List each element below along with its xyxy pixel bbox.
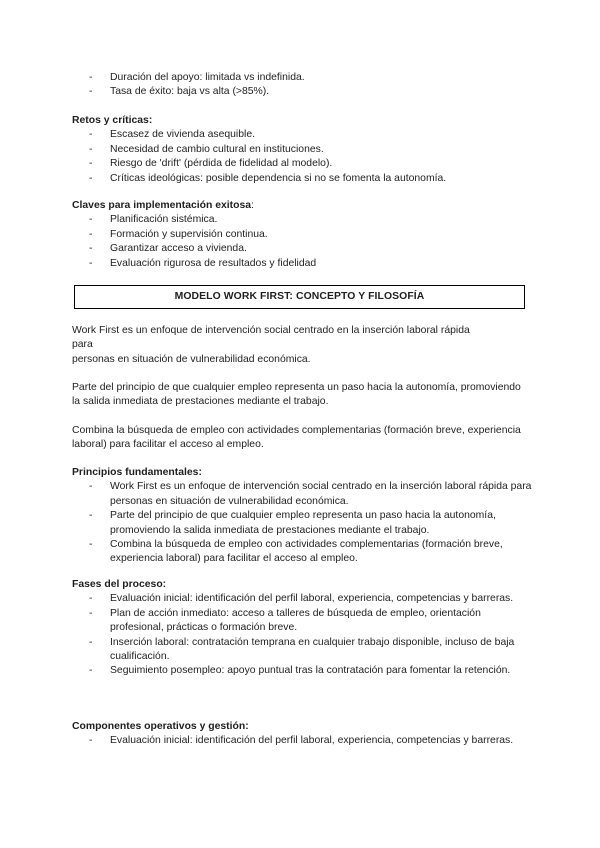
list-item: - Seguimiento posempleo: apoyo puntual tras la contratación para fomentar la retención.	[72, 664, 517, 678]
componentes-section	[72, 720, 517, 749]
intro-p2	[72, 381, 522, 410]
top-list	[72, 71, 532, 100]
intro-line: personas en situación de vulnerabilidad económica.	[72, 353, 311, 365]
claves-heading-text: Claves para implementación exitosa	[72, 200, 252, 211]
list-item: - Críticas ideológicas: posible dependencia si no se fomenta la autonomía.	[72, 172, 532, 186]
retos-section	[72, 114, 532, 186]
section-title-box: MODELO WORK FIRST: CONCEPTO Y FILOSOFÍA	[74, 285, 525, 309]
top-list-block	[72, 71, 532, 100]
list-item: - Combina la búsqueda de empleo con actividades complementarias (formación breve, experiencia laboral) para facilitar el acceso al empleo.	[72, 538, 532, 567]
intro-line: Work First es un enfoque de intervención social centrado en la inserción laboral rápida	[72, 325, 470, 336]
list-item: - Evaluación inicial: identificación del perfil laboral, experiencia, competencias y barreras.	[72, 592, 517, 606]
principios-section	[72, 466, 532, 567]
intro-line: para	[72, 339, 93, 351]
list-item: - Plan de acción inmediato: acceso a talleres de búsqueda de empleo, orientación profesional, prácticas o formación breve.	[72, 607, 517, 636]
intro-p3	[72, 424, 522, 453]
fases-section	[72, 578, 517, 679]
claves-heading-colon: :	[251, 200, 254, 211]
list-item: - Evaluación inicial: identificación del perfil laboral, experiencia, competencias y barreras.	[72, 734, 517, 748]
list-item: - Necesidad de cambio cultural en instituciones.	[72, 143, 532, 157]
list-item: - Evaluación rigurosa de resultados y fidelidad	[72, 257, 532, 271]
paragraph: Combina la búsqueda de empleo con actividades complementarias (formación breve, experiencia laboral) para facilitar el acceso al empleo.	[72, 425, 521, 451]
claves-heading	[72, 199, 532, 213]
principios-list	[72, 480, 532, 566]
principios-heading: Principios fundamentales:	[72, 467, 202, 478]
list-item: - Garantizar acceso a vivienda.	[72, 242, 532, 256]
fases-list	[72, 592, 517, 678]
list-item: - Work First es un enfoque de intervención social centrado en la inserción laboral rápida para personas en situación de vulnerabilidad económica.	[72, 480, 532, 509]
list-item: - Escasez de vivienda asequible.	[72, 128, 532, 142]
claves-section	[72, 199, 532, 271]
list-item: - Duración del apoyo: limitada vs indefinida.	[72, 71, 532, 85]
list-item: - Tasa de éxito: baja vs alta (>85%).	[72, 85, 532, 99]
list-item: - Inserción laboral: contratación temprana en cualquier trabajo disponible, incluso de baja cualificación.	[72, 636, 517, 665]
intro-p1	[72, 324, 532, 367]
list-item: - Planificación sistémica.	[72, 213, 532, 227]
fases-heading: Fases del proceso:	[72, 579, 167, 590]
list-item: - Riesgo de 'drift' (pérdida de fidelidad al modelo).	[72, 157, 532, 171]
retos-heading: Retos y críticas:	[72, 115, 153, 126]
claves-list	[72, 213, 532, 271]
componentes-list	[72, 734, 517, 748]
retos-list	[72, 128, 532, 186]
componentes-heading: Componentes operativos y gestión:	[72, 721, 249, 732]
list-item: - Formación y supervisión continua.	[72, 228, 532, 242]
paragraph: Parte del principio de que cualquier empleo representa un paso hacia la autonomía, promoviendo la salida inmediata de prestaciones mediante el trabajo.	[72, 382, 521, 408]
list-item: - Parte del principio de que cualquier empleo representa un paso hacia la autonomía, promoviendo la salida inmediata de prestaciones mediante el trabajo.	[72, 509, 532, 538]
